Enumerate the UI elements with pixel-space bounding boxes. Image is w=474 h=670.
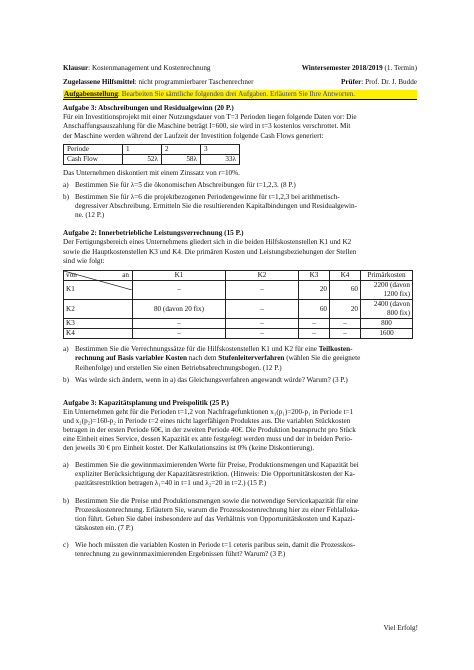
header-row-1 [63, 64, 417, 73]
task2-title: Aufgabe 2: Innerbetriebliche Leistungsverrechnung (15 P.) [63, 229, 244, 238]
header-row-2 [63, 78, 417, 87]
closing-greeting: Viel Erfolg! [383, 624, 418, 632]
column-header: K4 [330, 270, 361, 280]
semester-label: Wintersemester 2018/2019 (1. Termin) [301, 64, 417, 72]
task3-text-line: eine Einheit eines Service, dessen Kapazität ex ante festgelegt werden muss und der in beiden Perio- [63, 435, 353, 444]
cashflow-label: Cash Flow [64, 154, 123, 164]
period-cell: 3 [201, 144, 240, 154]
task2-question-b: b) Was würde sich ändern, wenn in a) das Gleichungsverfahren angewandt würde? Warum? (3 P.) [63, 375, 348, 384]
cashflow-cell: 33λ [201, 154, 240, 164]
table-cell: – [299, 319, 330, 329]
examiner: Prüfer: Prof. Dr. J. Budde [340, 78, 417, 87]
task1-text-line: Für ein Investitionsprojekt mit einer Nutzungsdauer von T=3 Perioden liegen folgende Daten vor: Die [63, 113, 357, 122]
task3-text-line: betragen in der ersten Periode 60€, in der zweiten Periode 40€. Die Produktion beansprucht pro Stück [63, 426, 356, 434]
column-header: Primärkosten [361, 270, 413, 280]
task1-question-a: a) Bestimmen Sie für λ=5 die ökonomischen Abschreibungen für t=1,2,3. (8 P.) [63, 180, 296, 189]
table-row [64, 319, 413, 329]
task2-text-line: Der Fertigungsbereich eines Unternehmens gliedert sich in die beiden Hilfskostenstellen K1 und K2 [63, 238, 352, 247]
table-cell: – [133, 319, 226, 329]
task1-text-line: Anschaffungsauszahlung für die Maschine beträgt I=600, sie wird in t=3 kostenlos verschrottet. Mit [63, 122, 351, 131]
table-cell: – [226, 299, 299, 318]
table-row [64, 154, 240, 164]
row-label: K3 [64, 319, 133, 329]
table-cell: 20 [330, 299, 361, 318]
task1-text-line: der Maschine werden während der Laufzeit der Investition folgende Cash Flows generiert: [63, 131, 324, 140]
task3-question-c: c) Wie hoch müssten die variablen Kosten in Periode t=1 ceteris paribus sein, damit die Prozesskos- tenrechnung zu gewinnmaximierenden Ergebnissen führt? Warum? (3 P.) [63, 540, 356, 559]
allowed-aids: Zugelassene Hilfsmittel: nicht programmierbarer Taschenrechner [63, 78, 254, 87]
column-header: K2 [226, 270, 299, 280]
table-cell: – [226, 280, 299, 299]
task2-text-line: sind wie folgt: [63, 256, 105, 265]
table-cell: 2400 (davon 800 fix) [361, 299, 413, 318]
table-header-row [64, 270, 413, 280]
table-cell: 1600 [361, 329, 413, 339]
table-cell: 60 [299, 299, 330, 318]
period-cell: 1 [123, 144, 162, 154]
column-header: K1 [133, 270, 226, 280]
task3-text-line: den jeweils 30 € pro Einheit kostet. Der Kalkulationszins ist 0% (keine Diskontierung). [63, 444, 315, 453]
table-cell: 800 [361, 319, 413, 329]
table-cell: 60 [330, 280, 361, 299]
table-cell: – [299, 329, 330, 339]
row-label: K4 [64, 329, 133, 339]
cashflow-cell: 52λ [123, 154, 162, 164]
table-cell: – [330, 329, 361, 339]
row-label: K2 [64, 299, 133, 318]
task3-title: Aufgabe 3: Kapazitätsplanung und Preispolitik (25 P.) [63, 398, 229, 407]
table-cell: 80 (davon 20 fix) [133, 299, 226, 318]
exam-page [63, 64, 417, 559]
task1-title: Aufgabe 3: Abschreibungen und Residualgewinn (20 P.) [63, 104, 234, 113]
task3-question-a: a) Bestimmen Sie die gewinnmaximierenden Werte für Preise, Produktionsmengen und Kapazität bei expliziter Berücksichtigung der Kapazitätsrestriktion. (Hinweis: Die Opportunitätskosten der Ka- pazitätsrestriktion betragen λ₁=40 in t=1 und λ₂=20 in t=2.) (15 P.) [63, 461, 359, 488]
table-cell: 20 [299, 280, 330, 299]
corner-label-an: an [122, 270, 129, 279]
table-cell: – [226, 319, 299, 329]
table-row [64, 299, 413, 318]
task3-text-line: Ein Unternehmen geht für die Perioden t=1,2 von Nachfragefunktionen x₁(p₁)=200-p₁ in Periode t=1 [63, 407, 354, 416]
period-cell: 2 [162, 144, 201, 154]
corner-label-von: von [66, 270, 77, 279]
table-cell: – [330, 319, 361, 329]
periode-label: Periode [64, 144, 123, 154]
table-cell: – [133, 280, 226, 299]
cost-center-table [63, 270, 413, 340]
task2-question-a: a) Bestimmen Sie die Verrechnungssätze für die Hilfskostenstellen K1 und K2 für eine Teilkosten- rechnung auf Basis variabler Kosten nach dem Stufenleiterverfahren (wählen Sie die geeignete Reihenfolge) und erstellen Sie einen Betriebsabrechnungsbogen. (12 P.) [63, 345, 361, 372]
table-row [64, 144, 240, 154]
task1-question-b: b) Bestimmen Sie für λ=6 die projektbezogenen Periodengewinne für t=1,2,3 bei arithmetisch- degressiver Abschreibung. Ermitteln Sie die resultierenden Kapitalbindungen und Residualgewin- ne. (12 P.) [63, 193, 358, 220]
cashflow-cell: 58λ [162, 154, 201, 164]
task2-text-line: sowie die Hauptkostenstellen K3 und K4. Die primären Kosten und Leistungsbeziehungen der Stellen [63, 247, 357, 256]
exam-title: Klausur: Kostenmanagement und Kostenrechnung [63, 64, 211, 72]
table-row [64, 329, 413, 339]
task3-text-line: und x₂(p₂)=160-p₂ in Periode t=2 eines nicht lagerfähigen Produktes aus. Die variablen Stückkosten [63, 416, 351, 425]
table-cell: – [133, 329, 226, 339]
task3-question-b: b) Bestimmen Sie die Preise und Produktionsmengen sowie die notwendige Servicekapazität für eine Prozesskostenrechnung. Erläutern Sie, warum die Prozesskostenrechnung hier zu einer Fehlalloka- tion führt. Gehen Sie dabei insbesondere auf das Verhältnis von Opportunitätskosten und Kapazi- tätskosten ein. (7 P.) [63, 496, 360, 532]
table-cell: 2200 (davon 1200 fix) [361, 280, 413, 299]
discount-rate-text: Das Unternehmen diskontiert mit einem Zinssatz von r=10%. [63, 168, 240, 177]
corner-cell [64, 270, 133, 280]
table-cell: – [226, 329, 299, 339]
task-instructions-highlight: Aufgabenstellung: Bearbeiten Sie sämtliche folgenden drei Aufgaben. Erläutern Sie Ihre Antworten. [63, 90, 417, 100]
cashflow-table [63, 144, 240, 165]
column-header: K3 [299, 270, 330, 280]
row-label: K1 [64, 280, 133, 299]
